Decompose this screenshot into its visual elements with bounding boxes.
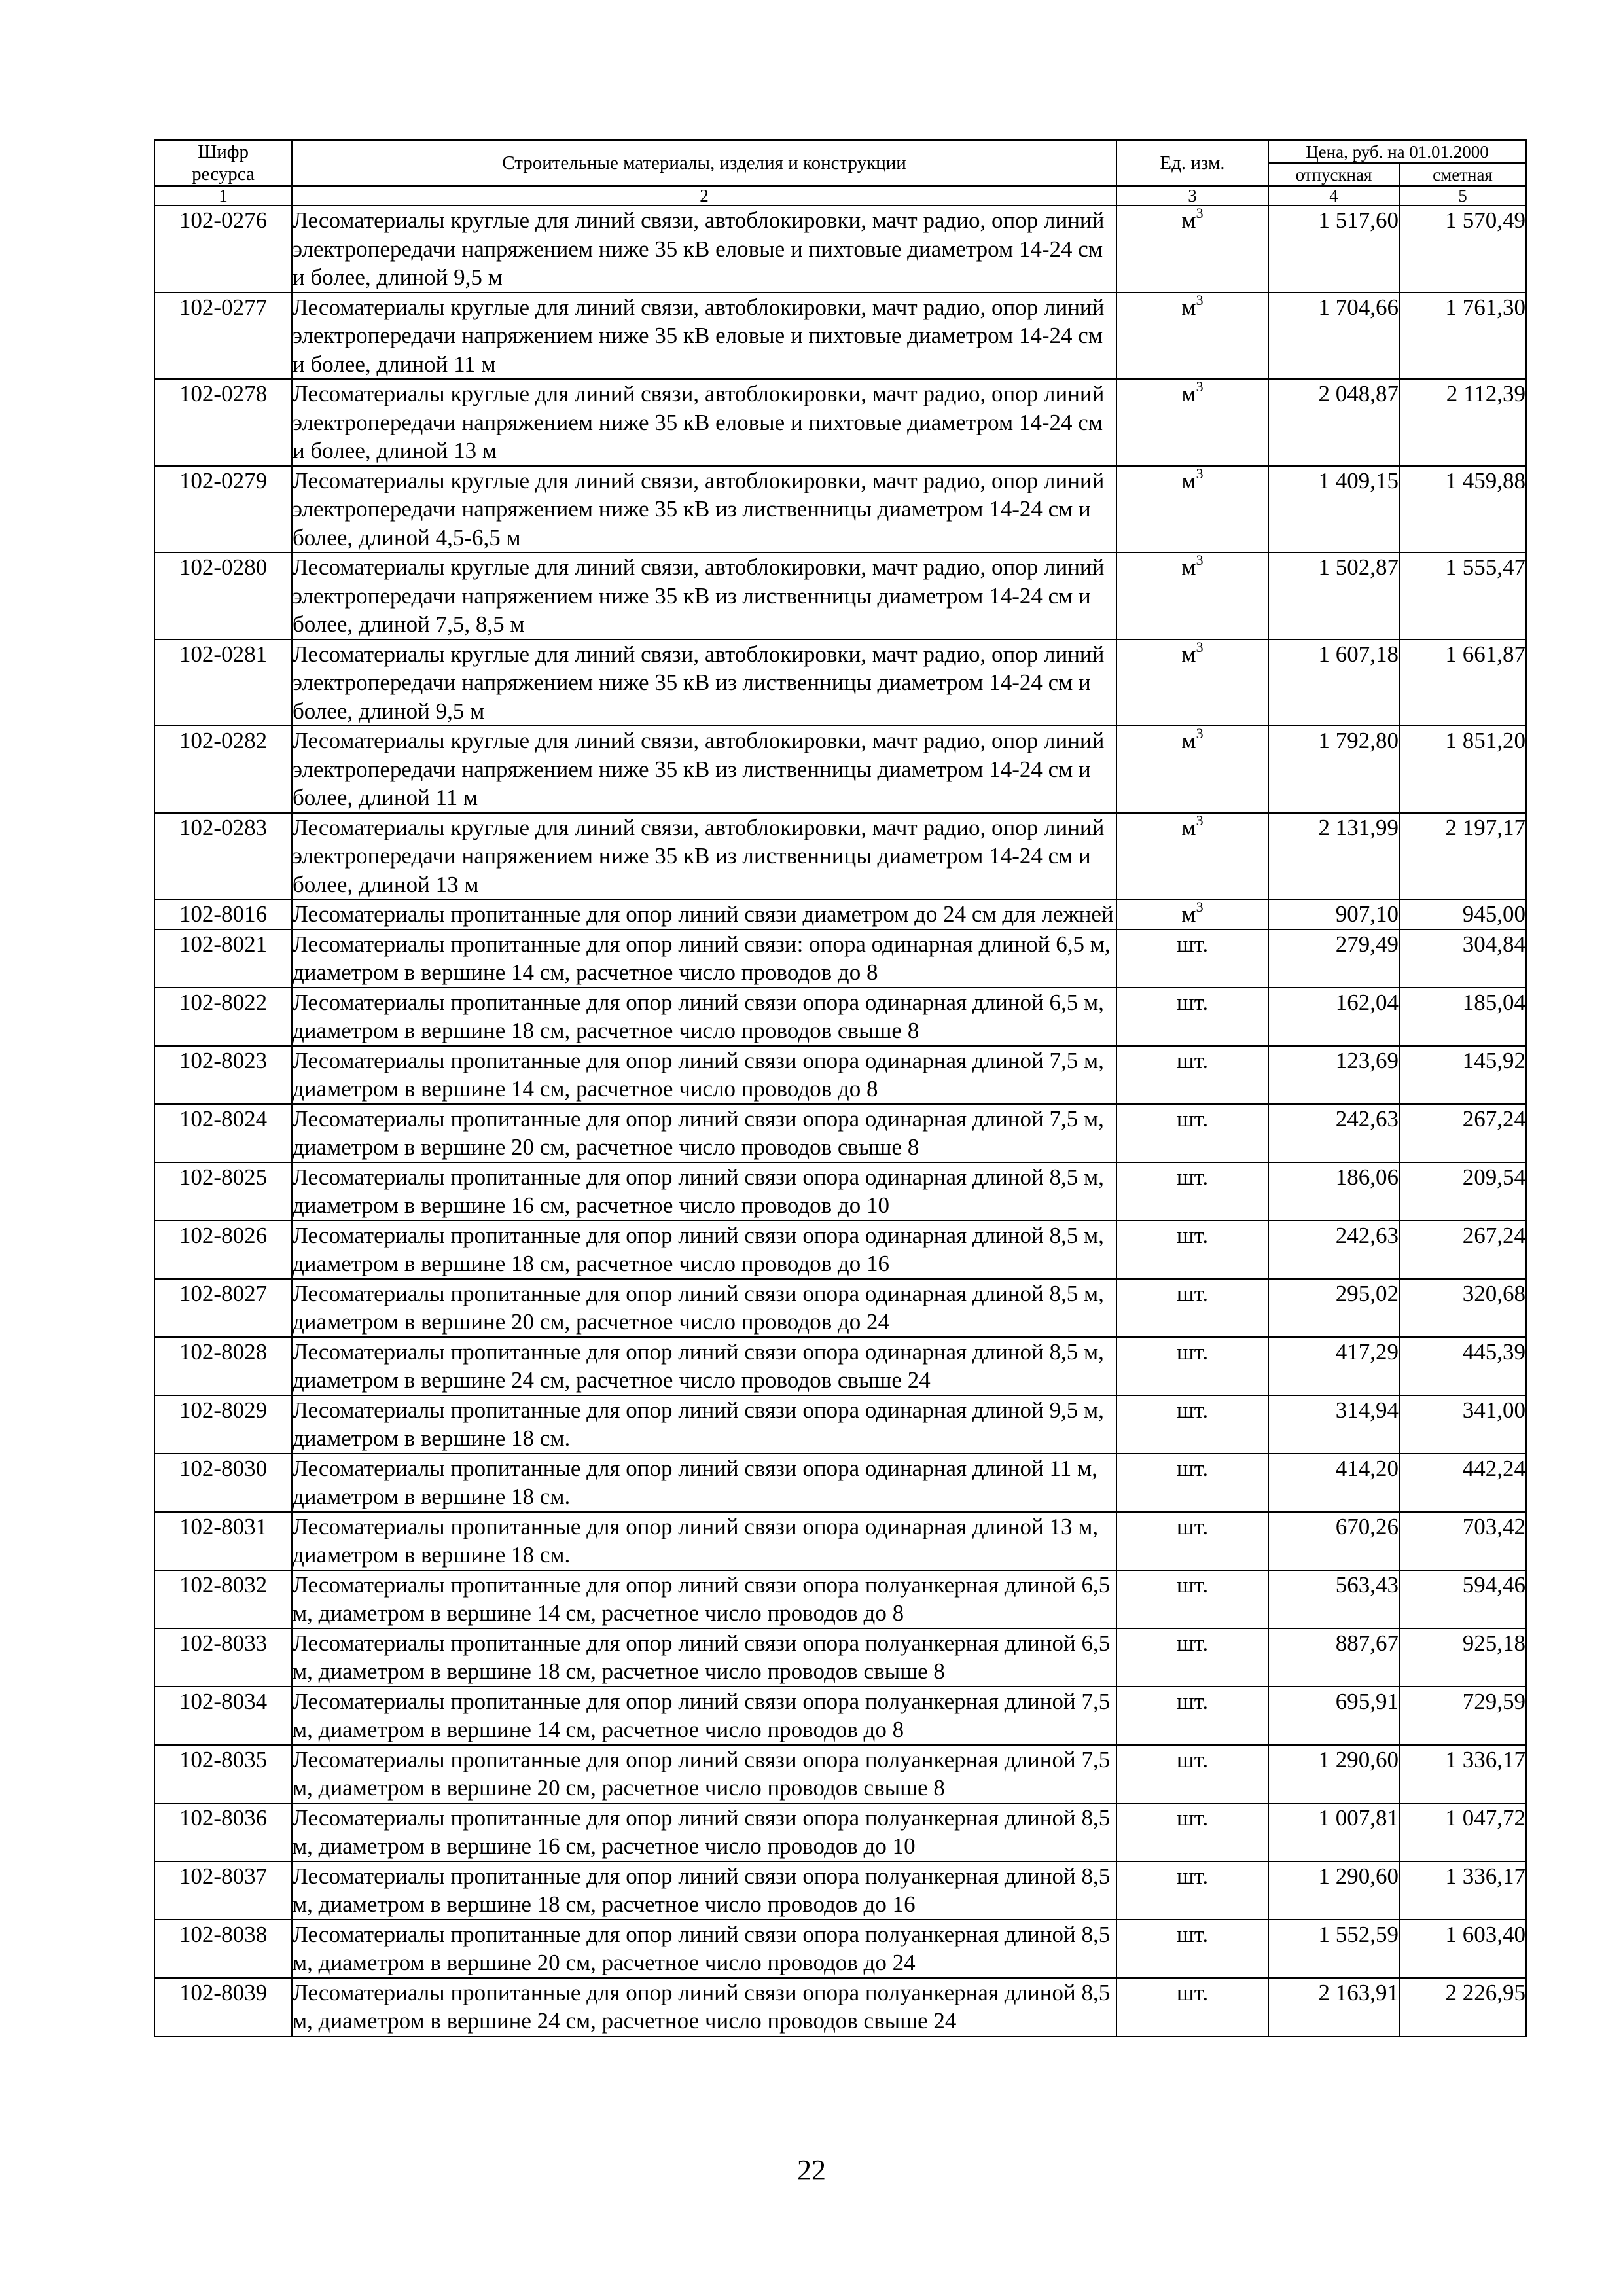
resource-code: 102-8030: [154, 1454, 292, 1512]
unit-exponent: 3: [1196, 725, 1204, 742]
price-release: 1 502,87: [1268, 552, 1399, 639]
price-release: 563,43: [1268, 1570, 1399, 1628]
resource-code: 102-8038: [154, 1920, 292, 1978]
header-code-line1: Шифр: [197, 141, 249, 162]
price-table-container: [154, 139, 1525, 2037]
table-row: [154, 379, 1526, 466]
unit-of-measure: [1116, 1687, 1268, 1745]
price-estimate: 1 459,88: [1399, 466, 1526, 553]
price-release: 414,20: [1268, 1454, 1399, 1512]
unit-exponent: 3: [1196, 552, 1204, 569]
price-release: 2 048,87: [1268, 379, 1399, 466]
table-row: [154, 639, 1526, 726]
resource-code: 102-0280: [154, 552, 292, 639]
price-release: 279,49: [1268, 929, 1399, 988]
unit-exponent: 3: [1196, 638, 1204, 655]
price-estimate: 1 761,30: [1399, 293, 1526, 380]
unit-of-measure: [1116, 639, 1268, 726]
unit-text: м: [1181, 814, 1196, 840]
table-row: [154, 1628, 1526, 1687]
table-row: [154, 1395, 1526, 1454]
unit-text: шт.: [1176, 1804, 1209, 1831]
header-unit: Ед. изм.: [1116, 140, 1268, 186]
material-description: Лесоматериалы круглые для линий связи, автоблокировки, мачт радио, опор линий электропередачи напряжением ниже 35 кВ из лиственницы диаметром 14-24 см и более, длиной 11 м: [292, 726, 1116, 813]
table-body: [154, 206, 1526, 2036]
price-release: 1 007,81: [1268, 1803, 1399, 1861]
table-row: [154, 293, 1526, 380]
material-description: Лесоматериалы пропитанные для опор линий связи опора полуанкерная длиной 8,5 м, диаметром в вершине 16 см, расчетное число проводов до 10: [292, 1803, 1116, 1861]
price-release: 695,91: [1268, 1687, 1399, 1745]
price-estimate: 267,24: [1399, 1104, 1526, 1162]
unit-exponent: 3: [1196, 899, 1204, 916]
unit-text: шт.: [1176, 1397, 1209, 1423]
table-row: [154, 1279, 1526, 1337]
price-estimate: 1 851,20: [1399, 726, 1526, 813]
price-release: 1 290,60: [1268, 1745, 1399, 1803]
price-release: 186,06: [1268, 1162, 1399, 1221]
unit-text: шт.: [1176, 1863, 1209, 1889]
table-row: [154, 1337, 1526, 1395]
table-row: [154, 1570, 1526, 1628]
table-row: [154, 1162, 1526, 1221]
unit-exponent: 3: [1196, 291, 1204, 308]
material-description: Лесоматериалы круглые для линий связи, автоблокировки, мачт радио, опор линий электропередачи напряжением ниже 35 кВ из лиственницы диаметром 14-24 см и более, длиной 4,5-6,5 м: [292, 466, 1116, 553]
table-row: [154, 988, 1526, 1046]
table-row: [154, 1046, 1526, 1104]
price-estimate: 445,39: [1399, 1337, 1526, 1395]
resource-code: 102-8024: [154, 1104, 292, 1162]
material-description: Лесоматериалы пропитанные для опор линий связи опора полуанкерная длиной 6,5 м, диаметром в вершине 14 см, расчетное число проводов до 8: [292, 1570, 1116, 1628]
unit-of-measure: [1116, 1395, 1268, 1454]
unit-text: шт.: [1176, 1746, 1209, 1772]
header-code: [154, 140, 292, 186]
resource-code: 102-8032: [154, 1570, 292, 1628]
material-description: Лесоматериалы пропитанные для опор линий связи опора одинарная длиной 8,5 м, диаметром в вершине 16 см, расчетное число проводов до 10: [292, 1162, 1116, 1221]
unit-of-measure: [1116, 1978, 1268, 2036]
resource-code: 102-8025: [154, 1162, 292, 1221]
unit-exponent: 3: [1196, 812, 1204, 829]
unit-text: шт.: [1176, 1047, 1209, 1073]
price-estimate: 1 555,47: [1399, 552, 1526, 639]
table-row: [154, 1104, 1526, 1162]
unit-of-measure: [1116, 1162, 1268, 1221]
header-materials: Строительные материалы, изделия и конструкции: [292, 140, 1116, 186]
price-release: 1 290,60: [1268, 1861, 1399, 1920]
unit-text: шт.: [1176, 1513, 1209, 1539]
price-estimate: 145,92: [1399, 1046, 1526, 1104]
resource-code: 102-0278: [154, 379, 292, 466]
unit-of-measure: [1116, 1454, 1268, 1512]
resource-code: 102-8027: [154, 1279, 292, 1337]
header-price-estimate: сметная: [1399, 163, 1526, 186]
resource-code: 102-0282: [154, 726, 292, 813]
unit-text: м: [1181, 207, 1196, 233]
resource-code: 102-8034: [154, 1687, 292, 1745]
resource-code: 102-8029: [154, 1395, 292, 1454]
price-table: [154, 139, 1527, 2037]
price-estimate: 1 603,40: [1399, 1920, 1526, 1978]
unit-text: шт.: [1176, 1105, 1209, 1132]
table-row: [154, 1920, 1526, 1978]
resource-code: 102-8026: [154, 1221, 292, 1279]
table-row: [154, 1512, 1526, 1570]
table-row: [154, 813, 1526, 900]
price-estimate: 945,00: [1399, 899, 1526, 929]
material-description: Лесоматериалы пропитанные для опор линий связи: опора одинарная длиной 6,5 м, диаметром в вершине 14 см, расчетное число проводов до 8: [292, 929, 1116, 988]
resource-code: 102-8016: [154, 899, 292, 929]
table-row: [154, 466, 1526, 553]
price-release: 670,26: [1268, 1512, 1399, 1570]
resource-code: 102-0277: [154, 293, 292, 380]
table-row: [154, 929, 1526, 988]
material-description: Лесоматериалы пропитанные для опор линий связи опора полуанкерная длиной 8,5 м, диаметром в вершине 20 см, расчетное число проводов до 24: [292, 1920, 1116, 1978]
resource-code: 102-8031: [154, 1512, 292, 1570]
price-estimate: 1 336,17: [1399, 1745, 1526, 1803]
material-description: Лесоматериалы пропитанные для опор линий связи опора одинарная длиной 11 м, диаметром в вершине 18 см.: [292, 1454, 1116, 1512]
price-estimate: 320,68: [1399, 1279, 1526, 1337]
material-description: Лесоматериалы пропитанные для опор линий связи опора одинарная длиной 13 м, диаметром в вершине 18 см.: [292, 1512, 1116, 1570]
price-release: 242,63: [1268, 1104, 1399, 1162]
price-estimate: 2 197,17: [1399, 813, 1526, 900]
unit-of-measure: [1116, 899, 1268, 929]
price-release: 2 163,91: [1268, 1978, 1399, 2036]
unit-of-measure: [1116, 1745, 1268, 1803]
unit-text: шт.: [1176, 1455, 1209, 1481]
unit-of-measure: [1116, 1920, 1268, 1978]
unit-text: шт.: [1176, 1280, 1209, 1306]
unit-of-measure: [1116, 1570, 1268, 1628]
price-estimate: 594,46: [1399, 1570, 1526, 1628]
material-description: Лесоматериалы пропитанные для опор линий связи опора одинарная длиной 9,5 м, диаметром в вершине 18 см.: [292, 1395, 1116, 1454]
unit-of-measure: [1116, 1221, 1268, 1279]
material-description: Лесоматериалы пропитанные для опор линий связи опора полуанкерная длиной 8,5 м, диаметром в вершине 18 см, расчетное число проводов до 16: [292, 1861, 1116, 1920]
price-estimate: 185,04: [1399, 988, 1526, 1046]
price-estimate: 2 112,39: [1399, 379, 1526, 466]
table-row: [154, 899, 1526, 929]
unit-of-measure: [1116, 1628, 1268, 1687]
resource-code: 102-8022: [154, 988, 292, 1046]
header-code-line2: ресурса: [192, 164, 255, 185]
unit-of-measure: [1116, 1512, 1268, 1570]
price-estimate: 729,59: [1399, 1687, 1526, 1745]
price-release: 1 792,80: [1268, 726, 1399, 813]
unit-of-measure: [1116, 726, 1268, 813]
price-release: 314,94: [1268, 1395, 1399, 1454]
unit-text: шт.: [1176, 1222, 1209, 1248]
resource-code: 102-0283: [154, 813, 292, 900]
unit-text: шт.: [1176, 1164, 1209, 1190]
material-description: Лесоматериалы пропитанные для опор линий связи опора одинарная длиной 7,5 м, диаметром в вершине 20 см, расчетное число проводов свыше 8: [292, 1104, 1116, 1162]
resource-code: 102-8028: [154, 1337, 292, 1395]
price-estimate: 209,54: [1399, 1162, 1526, 1221]
unit-exponent: 3: [1196, 378, 1204, 395]
price-release: 162,04: [1268, 988, 1399, 1046]
price-release: 417,29: [1268, 1337, 1399, 1395]
unit-of-measure: [1116, 1046, 1268, 1104]
table-row: [154, 1454, 1526, 1512]
resource-code: 102-8021: [154, 929, 292, 988]
unit-text: м: [1181, 294, 1196, 320]
unit-text: шт.: [1176, 1338, 1209, 1365]
column-number: 3: [1116, 186, 1268, 206]
unit-text: м: [1181, 554, 1196, 580]
table-row: [154, 1745, 1526, 1803]
unit-exponent: 3: [1196, 465, 1204, 482]
unit-of-measure: [1116, 988, 1268, 1046]
resource-code: 102-0281: [154, 639, 292, 726]
price-estimate: 2 226,95: [1399, 1978, 1526, 2036]
unit-of-measure: [1116, 1279, 1268, 1337]
unit-of-measure: [1116, 1803, 1268, 1861]
table-row: [154, 1221, 1526, 1279]
unit-text: шт.: [1176, 1571, 1209, 1598]
page-number: 22: [797, 2154, 826, 2186]
unit-text: шт.: [1176, 1979, 1209, 2005]
unit-text: шт.: [1176, 1688, 1209, 1714]
unit-of-measure: [1116, 466, 1268, 553]
price-release: 295,02: [1268, 1279, 1399, 1337]
price-release: 1 552,59: [1268, 1920, 1399, 1978]
resource-code: 102-8037: [154, 1861, 292, 1920]
material-description: Лесоматериалы пропитанные для опор линий связи опора одинарная длиной 8,5 м, диаметром в вершине 24 см, расчетное число проводов свыше 24: [292, 1337, 1116, 1395]
unit-text: м: [1181, 901, 1196, 927]
resource-code: 102-8035: [154, 1745, 292, 1803]
table-header: [154, 140, 1526, 206]
unit-exponent: 3: [1196, 205, 1204, 222]
unit-text: шт.: [1176, 989, 1209, 1015]
unit-of-measure: [1116, 293, 1268, 380]
resource-code: 102-8039: [154, 1978, 292, 2036]
table-row: [154, 726, 1526, 813]
unit-of-measure: [1116, 1337, 1268, 1395]
material-description: Лесоматериалы пропитанные для опор линий связи диаметром до 24 см для лежней: [292, 899, 1116, 929]
material-description: Лесоматериалы круглые для линий связи, автоблокировки, мачт радио, опор линий электропередачи напряжением ниже 35 кВ еловые и пихтовые диаметром 14-24 см и более, длиной 13 м: [292, 379, 1116, 466]
price-release: 907,10: [1268, 899, 1399, 929]
material-description: Лесоматериалы пропитанные для опор линий связи опора одинарная длиной 7,5 м, диаметром в вершине 14 см, расчетное число проводов до 8: [292, 1046, 1116, 1104]
material-description: Лесоматериалы пропитанные для опор линий связи опора полуанкерная длиной 6,5 м, диаметром в вершине 18 см, расчетное число проводов свыше 8: [292, 1628, 1116, 1687]
unit-text: м: [1181, 728, 1196, 753]
price-release: 242,63: [1268, 1221, 1399, 1279]
material-description: Лесоматериалы пропитанные для опор линий связи опора одинарная длиной 8,5 м, диаметром в вершине 18 см, расчетное число проводов до 16: [292, 1221, 1116, 1279]
header-price-group: Цена, руб. на 01.01.2000: [1268, 140, 1526, 163]
material-description: Лесоматериалы пропитанные для опор линий связи опора одинарная длиной 8,5 м, диаметром в вершине 20 см, расчетное число проводов до 24: [292, 1279, 1116, 1337]
price-release: 1 704,66: [1268, 293, 1399, 380]
unit-of-measure: [1116, 1861, 1268, 1920]
table-row: [154, 1687, 1526, 1745]
header-price-release: отпускная: [1268, 163, 1399, 186]
unit-text: м: [1181, 641, 1196, 667]
material-description: Лесоматериалы пропитанные для опор линий связи опора одинарная длиной 6,5 м, диаметром в вершине 18 см, расчетное число проводов свыше 8: [292, 988, 1116, 1046]
price-release: 1 409,15: [1268, 466, 1399, 553]
unit-of-measure: [1116, 206, 1268, 293]
material-description: Лесоматериалы круглые для линий связи, автоблокировки, мачт радио, опор линий электропередачи напряжением ниже 35 кВ еловые и пихтовые диаметром 14-24 см и более, длиной 9,5 м: [292, 206, 1116, 293]
table-row: [154, 1803, 1526, 1861]
table-row: [154, 206, 1526, 293]
table-row: [154, 1978, 1526, 2036]
material-description: Лесоматериалы пропитанные для опор линий связи опора полуанкерная длиной 7,5 м, диаметром в вершине 20 см, расчетное число проводов свыше 8: [292, 1745, 1116, 1803]
price-estimate: 341,00: [1399, 1395, 1526, 1454]
column-number: 2: [292, 186, 1116, 206]
column-number: 1: [154, 186, 292, 206]
price-estimate: 1 570,49: [1399, 206, 1526, 293]
unit-of-measure: [1116, 379, 1268, 466]
price-release: 1 607,18: [1268, 639, 1399, 726]
table-row: [154, 1861, 1526, 1920]
price-release: 887,67: [1268, 1628, 1399, 1687]
price-estimate: 925,18: [1399, 1628, 1526, 1687]
material-description: Лесоматериалы круглые для линий связи, автоблокировки, мачт радио, опор линий электропередачи напряжением ниже 35 кВ еловые и пихтовые диаметром 14-24 см и более, длиной 11 м: [292, 293, 1116, 380]
unit-of-measure: [1116, 552, 1268, 639]
unit-of-measure: [1116, 1104, 1268, 1162]
unit-of-measure: [1116, 929, 1268, 988]
price-release: 2 131,99: [1268, 813, 1399, 900]
price-estimate: 703,42: [1399, 1512, 1526, 1570]
resource-code: 102-8033: [154, 1628, 292, 1687]
material-description: Лесоматериалы круглые для линий связи, автоблокировки, мачт радио, опор линий электропередачи напряжением ниже 35 кВ из лиственницы диаметром 14-24 см и более, длиной 13 м: [292, 813, 1116, 900]
unit-text: шт.: [1176, 1921, 1209, 1947]
price-estimate: 267,24: [1399, 1221, 1526, 1279]
material-description: Лесоматериалы пропитанные для опор линий связи опора полуанкерная длиной 8,5 м, диаметром в вершине 24 см, расчетное число проводов свыше 24: [292, 1978, 1116, 2036]
material-description: Лесоматериалы круглые для линий связи, автоблокировки, мачт радио, опор линий электропередачи напряжением ниже 35 кВ из лиственницы диаметром 14-24 см и более, длиной 7,5, 8,5 м: [292, 552, 1116, 639]
resource-code: 102-8036: [154, 1803, 292, 1861]
material-description: Лесоматериалы круглые для линий связи, автоблокировки, мачт радио, опор линий электропередачи напряжением ниже 35 кВ из лиственницы диаметром 14-24 см и более, длиной 9,5 м: [292, 639, 1116, 726]
resource-code: 102-0276: [154, 206, 292, 293]
unit-of-measure: [1116, 813, 1268, 900]
price-estimate: 442,24: [1399, 1454, 1526, 1512]
price-estimate: 1 661,87: [1399, 639, 1526, 726]
price-estimate: 1 336,17: [1399, 1861, 1526, 1920]
unit-text: шт.: [1176, 1630, 1209, 1656]
unit-text: м: [1181, 467, 1196, 493]
column-number: 5: [1399, 186, 1526, 206]
price-estimate: 1 047,72: [1399, 1803, 1526, 1861]
price-estimate: 304,84: [1399, 929, 1526, 988]
price-release: 123,69: [1268, 1046, 1399, 1104]
resource-code: 102-0279: [154, 466, 292, 553]
unit-text: м: [1181, 381, 1196, 406]
resource-code: 102-8023: [154, 1046, 292, 1104]
table-row: [154, 552, 1526, 639]
unit-text: шт.: [1176, 931, 1209, 957]
material-description: Лесоматериалы пропитанные для опор линий связи опора полуанкерная длиной 7,5 м, диаметром в вершине 14 см, расчетное число проводов до 8: [292, 1687, 1116, 1745]
price-release: 1 517,60: [1268, 206, 1399, 293]
column-number-row: [154, 186, 1526, 206]
column-number: 4: [1268, 186, 1399, 206]
